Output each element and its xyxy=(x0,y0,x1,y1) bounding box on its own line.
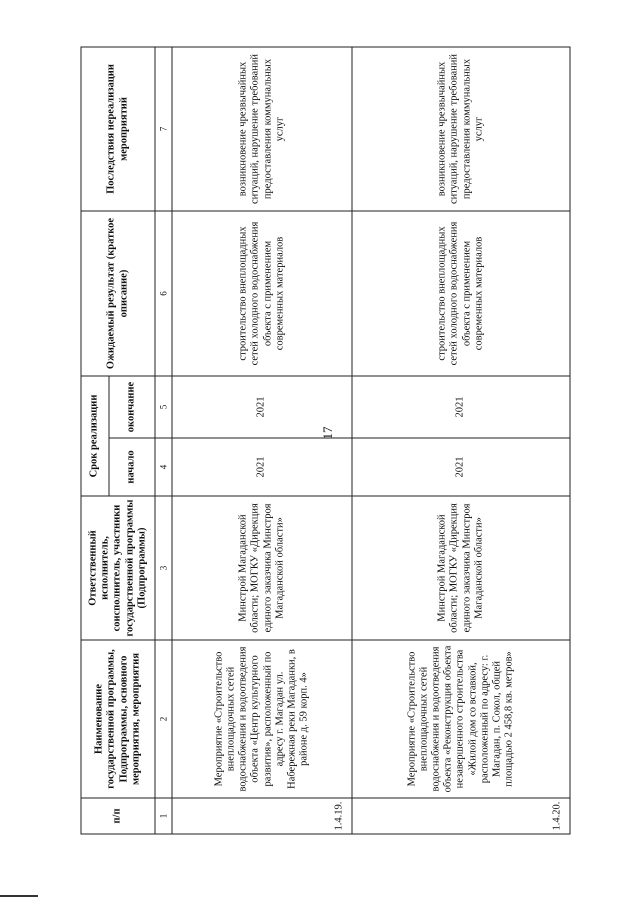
row-consequences: возникновение чрезвычайных ситуаций, нарушение требований предоставления коммунальных услуг xyxy=(352,47,570,211)
table-row xyxy=(352,47,570,834)
column-number: 3 xyxy=(155,496,172,640)
row-name: Мероприятие «Строительство внеплощадочных сетей водоснабжения и водоотведения объекта «Центр культурного развития», расположенный по адресу г. Магадан ул. Набережная реки Магаданки, в районе д. 59 корп. 4» xyxy=(172,640,352,798)
column-number: 1 xyxy=(155,798,172,834)
header-start: начало xyxy=(109,438,155,496)
program-table-container xyxy=(80,48,564,835)
program-activities-table xyxy=(80,47,570,835)
row-result: строительство внеплощадных сетей холодного водоснабжения объекта с применением современных материалов xyxy=(352,211,570,376)
table-row xyxy=(172,47,352,834)
row-id: 1.4.19. xyxy=(172,798,352,834)
row-start: 2021 xyxy=(352,438,570,496)
row-id: 1.4.20. xyxy=(352,798,570,834)
page-number: 17 xyxy=(320,426,335,440)
header-executor: Ответственный исполнитель, соисполнитель, участники государственной программы (Подпрограммы) xyxy=(81,496,155,640)
column-number: 6 xyxy=(155,211,172,376)
header-name: Наименование государственной программы, Подпрограммы, основного мероприятия, мероприятия xyxy=(81,640,155,798)
column-number: 5 xyxy=(155,376,172,438)
header-term: Срок реализации xyxy=(81,376,109,496)
row-executor: Минстрой Магаданской области; МОГКУ «Дирекция единого заказчика Минстроя Магаданской области» xyxy=(352,496,570,640)
column-number: 2 xyxy=(155,640,172,798)
row-end: 2021 xyxy=(172,376,352,438)
row-start: 2021 xyxy=(172,438,352,496)
scan-edge-mark xyxy=(0,895,38,897)
header-num: п/п xyxy=(81,798,155,834)
column-number: 7 xyxy=(155,47,172,211)
header-result: Ожидаемый результат (краткое описание) xyxy=(81,211,155,376)
header-consequences: Последствия нереализации мероприятий xyxy=(81,47,155,211)
row-name: Мероприятие «Строительство внеплощадочных сетей водоснабжения и водоотведения объекта «Реконструкция объекта незавершенного строительства «Жилой дом со вставкой, расположенный по адресу: г. Магадан, п. Сокол, общей площадью 2 458,8 кв. метров» xyxy=(352,640,570,798)
row-end: 2021 xyxy=(352,376,570,438)
header-end: окончание xyxy=(109,376,155,438)
row-executor: Минстрой Магаданской области; МОГКУ «Дирекция единого заказчика Минстроя Магаданской области» xyxy=(172,496,352,640)
column-number: 4 xyxy=(155,438,172,496)
row-consequences: возникновение чрезвычайных ситуаций, нарушение требований предоставления коммунальных услуг xyxy=(172,47,352,211)
row-result: строительство внеплощадных сетей холодного водоснабжения объекта с применением современных материалов xyxy=(172,211,352,376)
